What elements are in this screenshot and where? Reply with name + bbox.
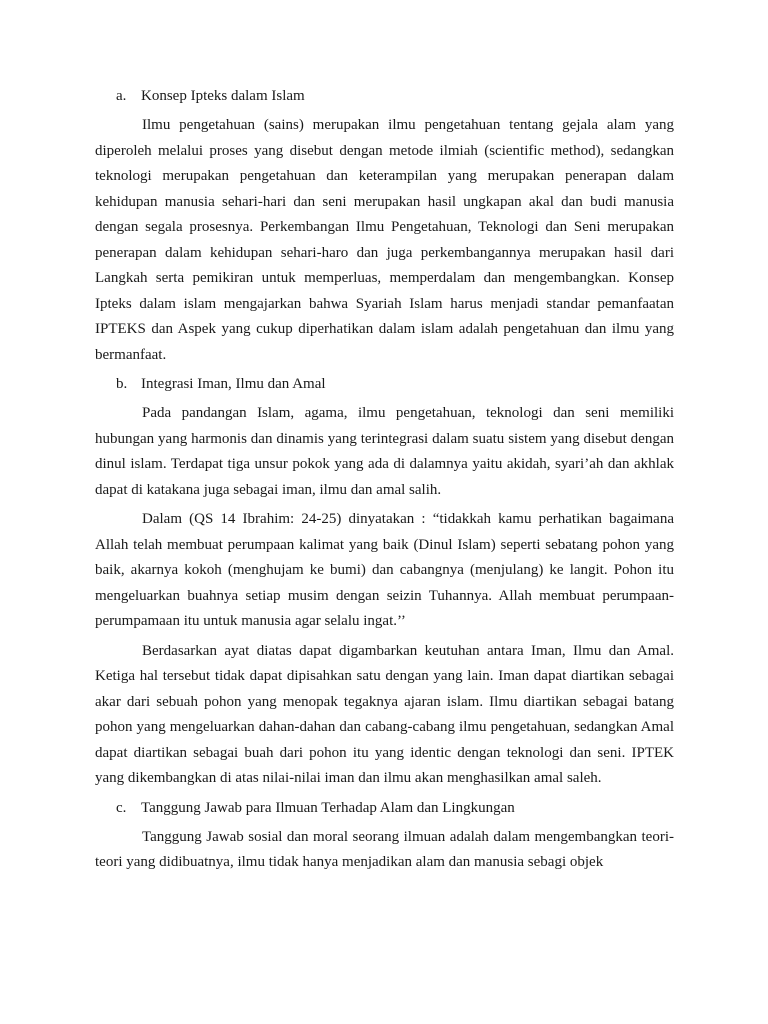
- section-heading-c: [95, 796, 674, 821]
- section-marker: a.: [116, 88, 127, 104]
- section-title: Integrasi Iman, Ilmu dan Amal: [141, 376, 326, 392]
- paragraph: Tanggung Jawab sosial dan moral seorang ilmuan adalah dalam mengembangkan teori-teori yang didibuatnya, ilmu tidak hanya menjadikan alam dan manusia sebagi objek: [95, 828, 674, 870]
- paragraph: Ilmu pengetahuan (sains) merupakan ilmu pengetahuan tentang gejala alam yang diperoleh melalui proses yang disebut dengan metode ilmiah (scientific method), sedangkan teknologi merupakan pengetahuan dan keterampilan yang merupakan penerapan dalam kehidupan manusia sehari-hari dan seni merupakan hasil ungkapan akal dan budi manusia dengan segala prosesnya. Perkembangan Ilmu Pengetahuan, Teknologi dan Seni merupakan penerapan dalam kehidupan sehari-haro dan juga perkembangannya merupakan hasil dari Langkah serta pemikiran untuk memperluas, memperdalam dan mengembangkan. Konsep Ipteks dalam islam mengajarkan bahwa Syariah Islam harus menjadi standar pemanfaatan IPTEKS dan Aspek yang cukup diperhatikan dalam islam adalah pengetahuan dan ilmu yang bermanfaat.: [95, 117, 674, 363]
- section-marker: c.: [116, 799, 127, 816]
- section-heading-a: [95, 84, 674, 109]
- paragraph: Berdasarkan ayat diatas dapat digambarkan keutuhan antara Iman, Ilmu dan Amal. Ketiga hal tersebut tidak dapat dipisahkan satu dengan yang lain. Iman dapat diartikan sebagai akar dari sebuah pohon yang menopak tegaknya ajaran islam. Ilmu diartikan sebagai batang pohon yang mengeluarkan dahan-dahan dan cabang-cabang ilmu pengetahuan, sedangkan Amal dapat diartikan sebagai buah dari pohon itu yang identic dengan teknologi dan seni. IPTEK yang dikembangkan di atas nilai-nilai iman dan ilmu akan menghasilkan amal saleh.: [95, 642, 674, 786]
- document-page: [95, 84, 674, 880]
- paragraph: Dalam (QS 14 Ibrahim: 24-25) dinyatakan : “tidakkah kamu perhatikan bagaimana Allah telah membuat perumpaan kalimat yang baik (Dinul Islam) seperti sebatang pohon yang baik, akarnya kokoh (menghujam ke bumi) dan cabangnya (menjulang) ke langit. Pohon itu mengeluarkan buahnya setiap musim dengan seizin Tuhannya. Allah membuat perumpaan-perumpamaan itu untuk manusia agar selalu ingat.’’: [95, 511, 674, 629]
- section-title: Konsep Ipteks dalam Islam: [141, 88, 305, 104]
- section-title: Tanggung Jawab para Ilmuan Terhadap Alam dan Lingkungan: [141, 799, 515, 816]
- paragraph: Pada pandangan Islam, agama, ilmu pengetahuan, teknologi dan seni memiliki hubungan yang harmonis dan dinamis yang terintegrasi dalam suatu sistem yang disebut dengan dinul islam. Terdapat tiga unsur pokok yang ada di dalamnya yaitu akidah, syari’ah dan akhlak dapat di katakana juga sebagai iman, ilmu dan amal salih.: [95, 405, 674, 498]
- section-marker: b.: [116, 376, 128, 392]
- section-heading-b: [95, 372, 674, 397]
